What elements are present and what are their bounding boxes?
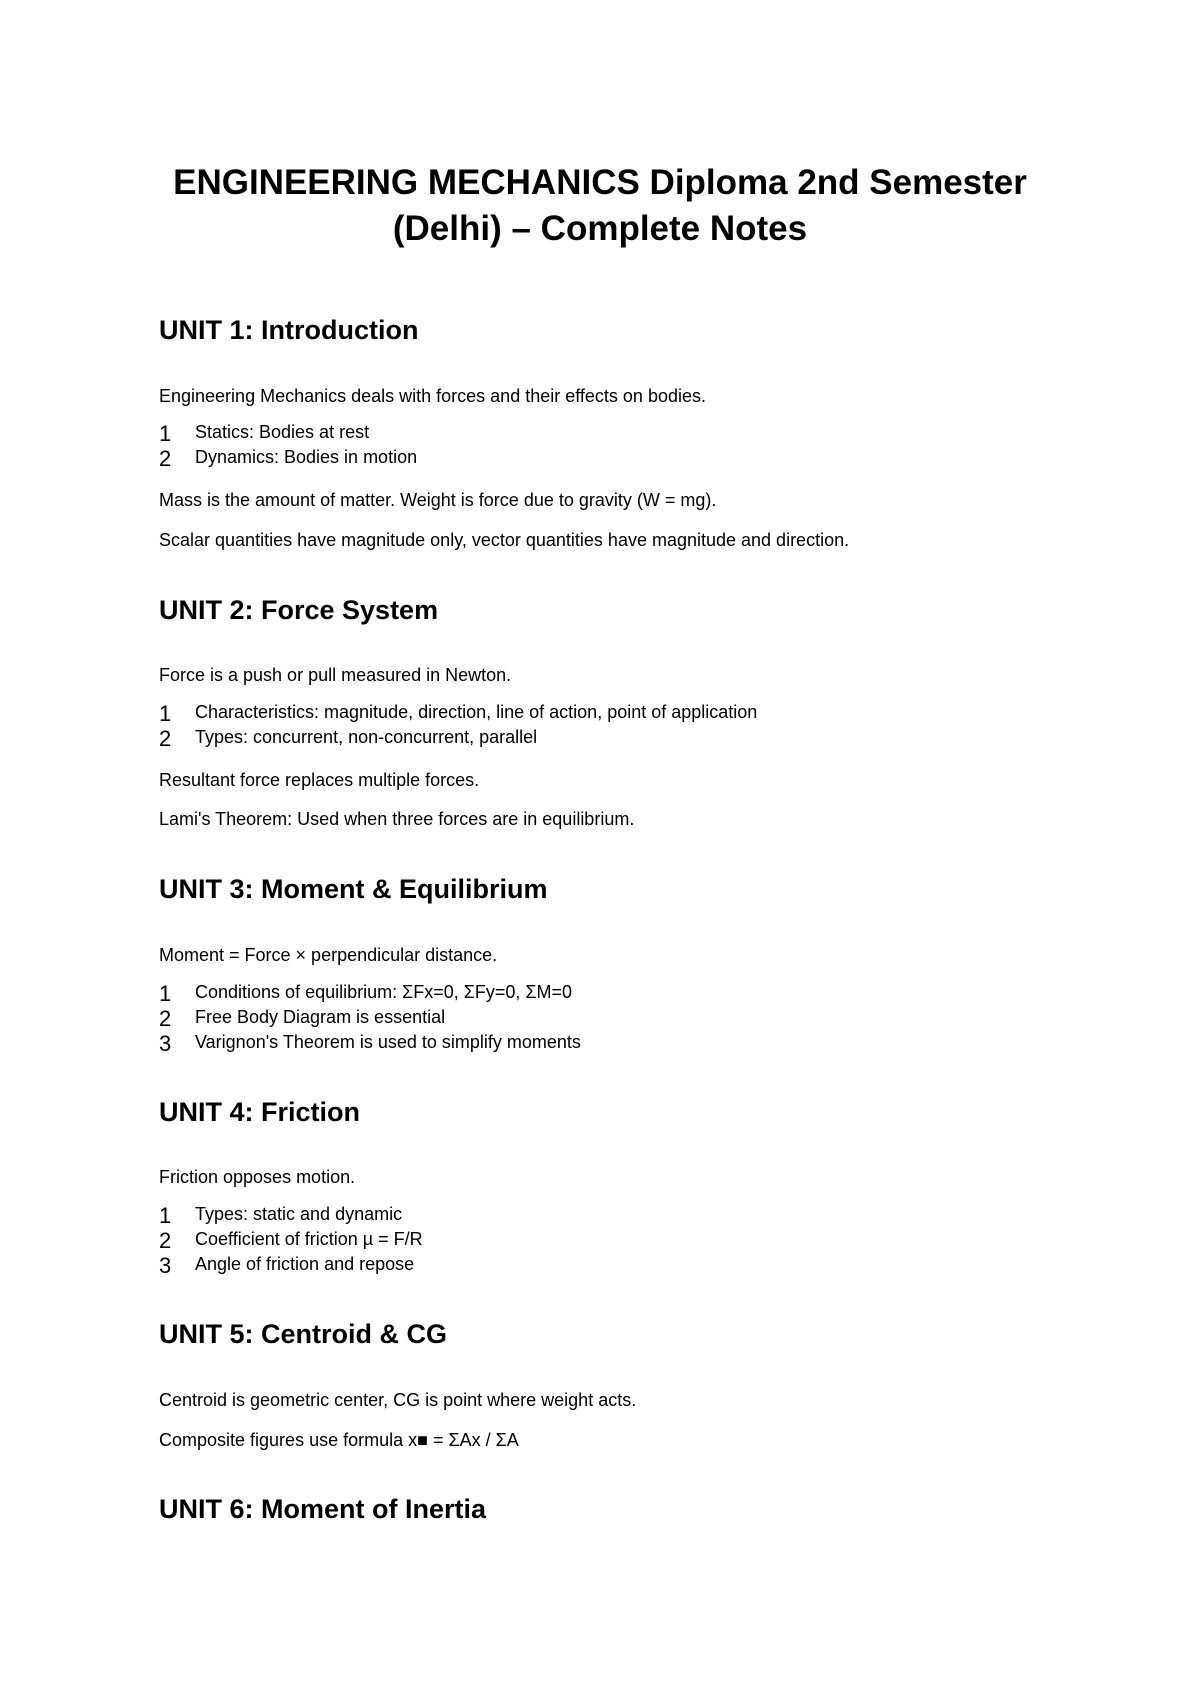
unit-2-heading: UNIT 2: Force System bbox=[159, 595, 439, 625]
list-number: 1 bbox=[159, 701, 172, 726]
list-item bbox=[159, 1252, 423, 1277]
list-number: 1 bbox=[159, 981, 172, 1006]
unit-1-intro: Engineering Mechanics deals with forces and their effects on bodies. bbox=[159, 386, 706, 406]
unit-3-intro: Moment = Force × perpendicular distance. bbox=[159, 945, 498, 965]
title-line-2: (Delhi) – Complete Notes bbox=[392, 209, 808, 248]
unit-5-intro: Centroid is geometric center, CG is point where weight acts. bbox=[159, 1390, 637, 1410]
title-line-1: ENGINEERING MECHANICS Diploma 2nd Semester bbox=[173, 163, 1027, 202]
unit-2-note-1: Resultant force replaces multiple forces. bbox=[159, 770, 480, 790]
list-number: 1 bbox=[159, 421, 172, 446]
unit-3-list bbox=[159, 980, 581, 1055]
unit-2-note-2: Lami's Theorem: Used when three forces are in equilibrium. bbox=[159, 809, 635, 829]
list-text: Statics: Bodies at rest bbox=[195, 422, 370, 442]
list-item bbox=[159, 700, 757, 725]
list-item bbox=[159, 420, 417, 445]
unit-4-list bbox=[159, 1202, 423, 1277]
list-item bbox=[159, 980, 581, 1005]
list-number: 2 bbox=[159, 1006, 172, 1031]
list-item bbox=[159, 1005, 581, 1030]
document-title bbox=[150, 160, 1050, 252]
unit-5-heading: UNIT 5: Centroid & CG bbox=[159, 1319, 447, 1349]
unit-6-heading: UNIT 6: Moment of Inertia bbox=[159, 1494, 487, 1524]
list-number: 2 bbox=[159, 446, 172, 471]
list-number: 2 bbox=[159, 1228, 172, 1253]
list-item bbox=[159, 725, 757, 750]
list-item bbox=[159, 445, 417, 470]
unit-2-list bbox=[159, 700, 757, 750]
list-number: 3 bbox=[159, 1031, 172, 1056]
list-number: 1 bbox=[159, 1203, 172, 1228]
unit-5-note-1: Composite figures use formula x■ = ΣAx / ΣA bbox=[159, 1430, 519, 1450]
list-text: Types: concurrent, non-concurrent, parallel bbox=[195, 727, 538, 747]
list-text: Varignon's Theorem is used to simplify moments bbox=[195, 1032, 581, 1052]
list-text: Conditions of equilibrium: ΣFx=0, ΣFy=0, ΣM=0 bbox=[195, 982, 573, 1002]
list-text: Characteristics: magnitude, direction, line of action, point of application bbox=[195, 702, 758, 722]
list-item bbox=[159, 1030, 581, 1055]
list-text: Angle of friction and repose bbox=[195, 1254, 415, 1274]
unit-3-heading: UNIT 3: Moment & Equilibrium bbox=[159, 874, 548, 904]
list-text: Free Body Diagram is essential bbox=[195, 1007, 446, 1027]
list-number: 2 bbox=[159, 726, 172, 751]
unit-1-note-2: Scalar quantities have magnitude only, vector quantities have magnitude and direction. bbox=[159, 530, 850, 550]
unit-4-heading: UNIT 4: Friction bbox=[159, 1097, 360, 1127]
unit-1-list bbox=[159, 420, 417, 470]
unit-1-note-1: Mass is the amount of matter. Weight is force due to gravity (W = mg). bbox=[159, 490, 717, 510]
list-number: 3 bbox=[159, 1253, 172, 1278]
list-text: Dynamics: Bodies in motion bbox=[195, 447, 418, 467]
list-text: Types: static and dynamic bbox=[195, 1204, 403, 1224]
list-item bbox=[159, 1227, 423, 1252]
unit-4-intro: Friction opposes motion. bbox=[159, 1167, 356, 1187]
list-text: Coefficient of friction µ = F/R bbox=[195, 1229, 423, 1249]
unit-1-heading: UNIT 1: Introduction bbox=[159, 315, 419, 345]
list-item bbox=[159, 1202, 423, 1227]
unit-2-intro: Force is a push or pull measured in Newton. bbox=[159, 665, 512, 685]
